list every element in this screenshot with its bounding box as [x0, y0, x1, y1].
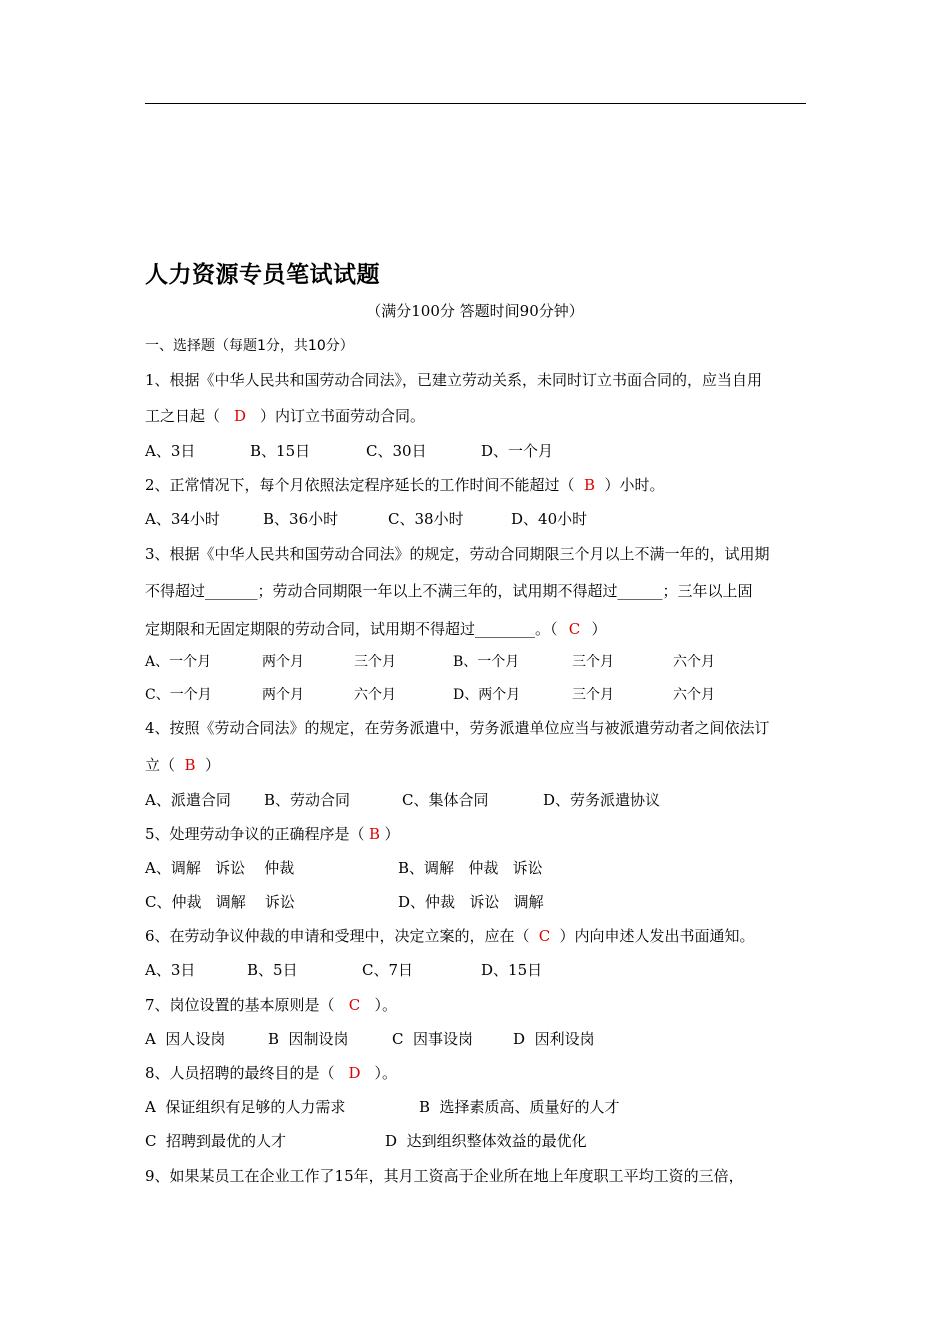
q9-text-line1: 9、如果某员工在企业工作了15年，其月工资高于企业所在地上年度职工平均工资的三倍，	[145, 1167, 744, 1185]
q3-option-a-1: A、一个月	[145, 654, 212, 670]
q3-text-line1: 3、根据《中华人民共和国劳动合同法》的规定，劳动合同期限三个月以上不满一年的，试用期	[145, 545, 770, 563]
q3-option-c-3: 六个月	[354, 687, 396, 703]
q5-option-d: D、仲裁 诉讼 调解	[398, 893, 544, 911]
q8-text: 8、人员招聘的最终目的是（ D ）。	[145, 1064, 398, 1082]
q4-option-b: B、劳动合同	[264, 791, 351, 809]
q8-option-a: A 保证组织有足够的人力需求	[145, 1098, 346, 1116]
section-heading: 一、选择题（每题1分，共10分）	[145, 338, 354, 354]
q1-option-b: B、15日	[250, 442, 311, 460]
q5-answer: B	[369, 825, 381, 843]
q3-option-c-1: C、一个月	[145, 687, 212, 703]
q4-text-line2: 立（ B ）	[145, 756, 221, 774]
q4-option-c: C、集体合同	[402, 791, 489, 809]
q2-answer: B	[584, 476, 596, 494]
q2-text: 2、正常情况下，每个月依照法定程序延长的工作时间不能超过（ B ）小时。	[145, 476, 665, 494]
q4-option-d: D、劳务派遣协议	[543, 791, 661, 809]
q2-option-b: B、36小时	[263, 510, 339, 528]
q3-option-b-3: 六个月	[673, 654, 715, 670]
q7-option-c: C 因事设岗	[392, 1030, 474, 1048]
q8-answer: D	[348, 1064, 361, 1082]
q4-text-line1: 4、按照《劳动合同法》的规定，在劳务派遣中，劳务派遣单位应当与被派遣劳动者之间依法订	[145, 719, 770, 737]
q4-answer: B	[184, 756, 196, 774]
q1-option-a: A、3日	[145, 442, 196, 460]
q2-option-d: D、40小时	[511, 510, 588, 528]
q1-option-d: D、一个月	[481, 442, 554, 460]
page-title: 人力资源专员笔试试题	[145, 261, 380, 288]
q2-option-a: A、34小时	[145, 510, 220, 528]
exam-info: （满分100分 答题时间90分钟）	[366, 302, 584, 320]
q5-option-a: A、调解 诉讼 仲裁	[145, 859, 295, 877]
q7-option-d: D 因利设岗	[513, 1030, 595, 1048]
q3-text-line3: 定期限和无固定期限的劳动合同，试用期不得超过________。（ C ）	[145, 620, 607, 638]
q3-option-b-1: B、一个月	[453, 654, 520, 670]
q8-option-d: D 达到组织整体效益的最优化	[385, 1132, 587, 1150]
q6-option-d: D、15日	[481, 961, 543, 979]
q8-option-c: C 招聘到最优的人才	[145, 1132, 287, 1150]
q6-text: 6、在劳动争议仲裁的申请和受理中，决定立案的，应在（ C ）内向申述人发出书面通知。	[145, 927, 755, 945]
q1-answer: D	[234, 407, 247, 425]
q3-option-d-2: 三个月	[572, 687, 614, 703]
q1-option-c: C、30日	[366, 442, 427, 460]
q3-option-d-1: D、两个月	[453, 687, 521, 703]
q7-option-a: A 因人设岗	[145, 1030, 226, 1048]
q6-option-c: C、7日	[362, 961, 414, 979]
q5-option-b: B、调解 仲裁 诉讼	[398, 859, 543, 877]
header-rule	[145, 103, 806, 104]
q3-option-a-3: 三个月	[354, 654, 396, 670]
q3-text-line2: 不得超过_______；劳动合同期限一年以上不满三年的，试用期不得超过______；三年以上固	[145, 582, 753, 600]
q8-option-b: B 选择素质高、质量好的人才	[419, 1098, 620, 1116]
q1-text-line2: 工之日起（ D ）内订立书面劳动合同。	[145, 407, 426, 425]
q6-answer: C	[538, 927, 551, 945]
q7-text: 7、岗位设置的基本原则是（ C ）。	[145, 996, 398, 1014]
q2-option-c: C、38小时	[388, 510, 464, 528]
q3-option-a-2: 两个月	[262, 654, 304, 670]
q3-option-b-2: 三个月	[572, 654, 614, 670]
q6-option-a: A、3日	[145, 961, 196, 979]
q5-option-c: C、仲裁 调解 诉讼	[145, 893, 295, 911]
q5-text: 5、处理劳动争议的正确程序是（ B ）	[145, 825, 400, 843]
q3-answer: C	[568, 620, 581, 638]
q7-answer: C	[348, 996, 361, 1014]
q4-option-a: A、派遣合同	[145, 791, 231, 809]
q3-option-d-3: 六个月	[673, 687, 715, 703]
q6-option-b: B、5日	[247, 961, 298, 979]
q1-text-line1: 1、根据《中华人民共和国劳动合同法》，已建立劳动关系，未同时订立书面合同的，应当自用	[145, 371, 763, 389]
q3-option-c-2: 两个月	[262, 687, 304, 703]
q7-option-b: B 因制设岗	[268, 1030, 349, 1048]
